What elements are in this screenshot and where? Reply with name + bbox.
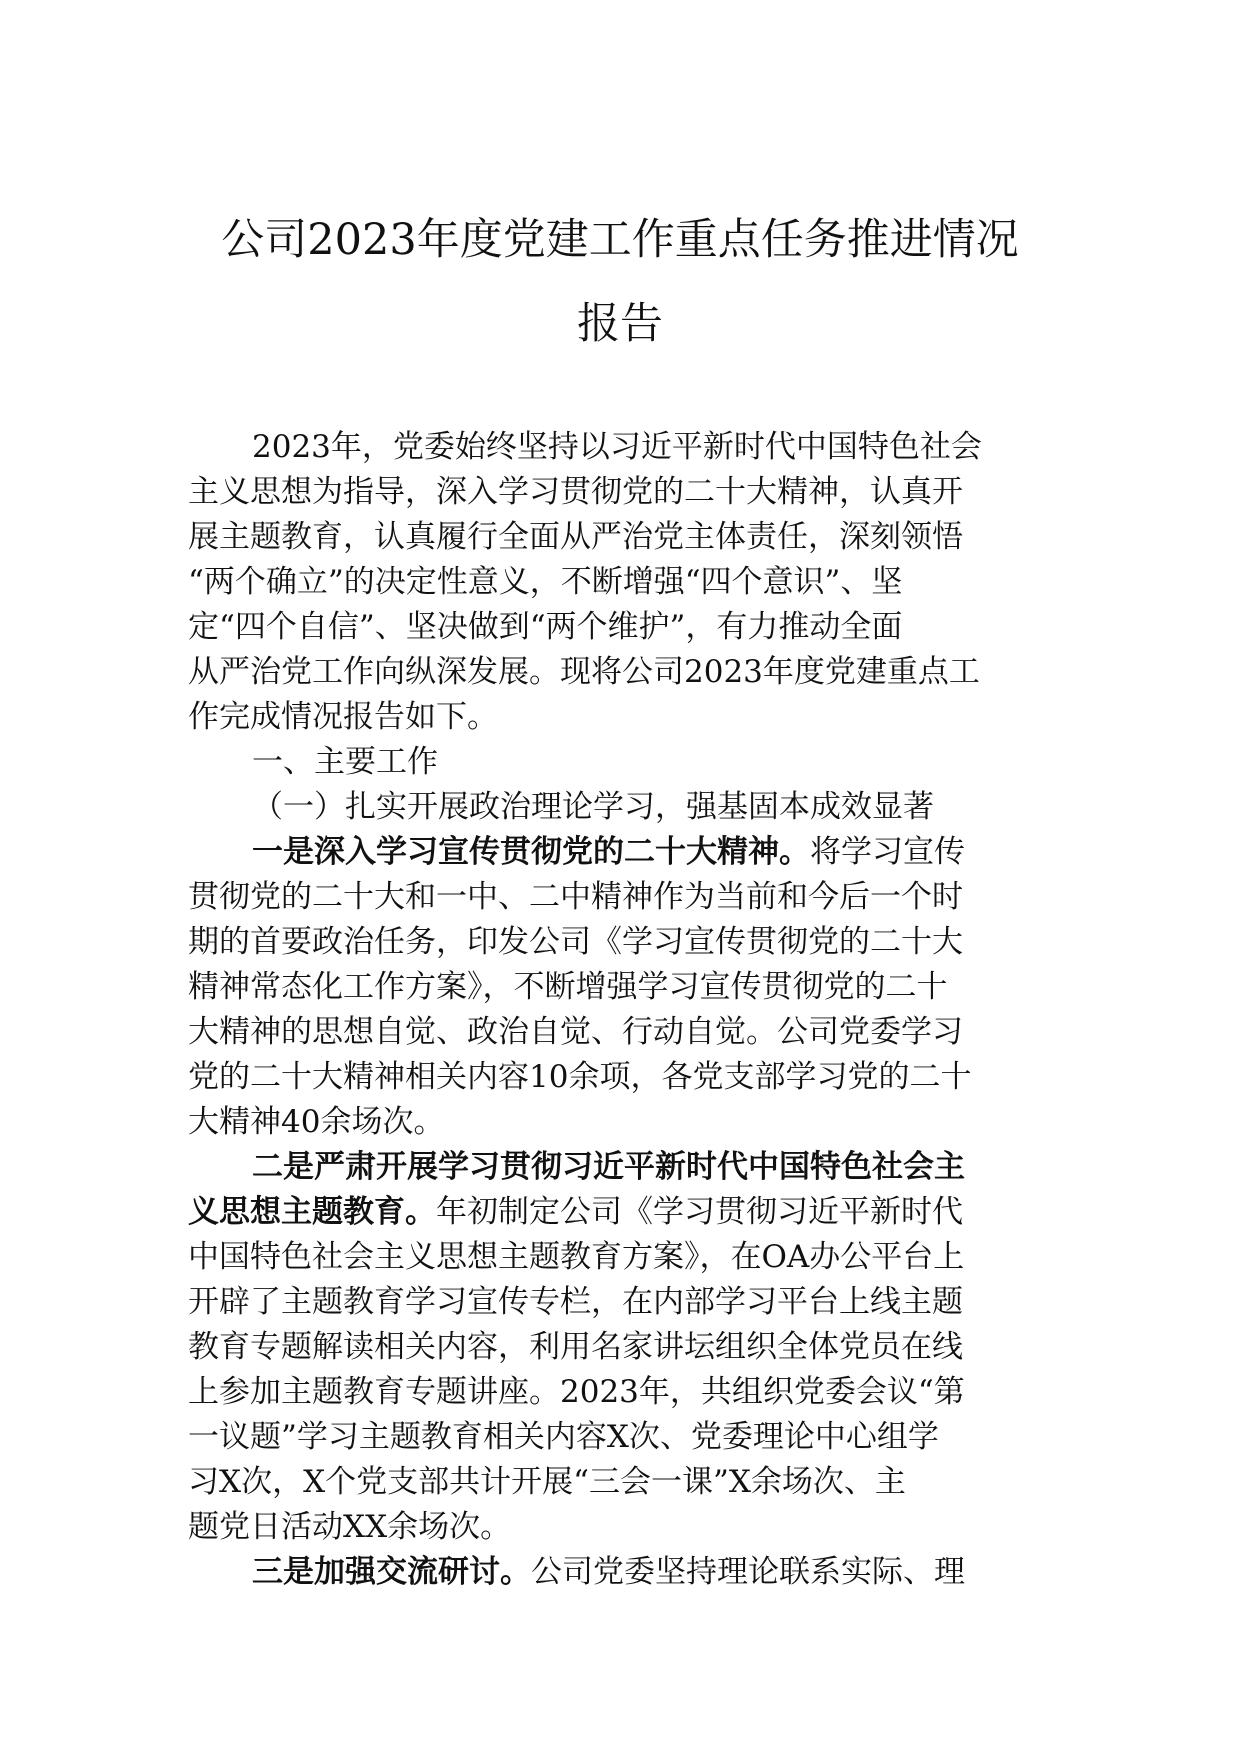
- paragraph-line: 2023年，党委始终坚持以习近平新时代中国特色社会: [252, 429, 982, 465]
- item-two-line: [188, 1190, 1052, 1235]
- paragraph-line: 上参加主题教育专题讲座。2023年，共组织党委会议“第: [188, 1374, 965, 1410]
- paragraph-line: 贯彻党的二十大和一中、二中精神作为当前和今后一个时: [188, 879, 963, 915]
- paragraph-line: 题党日活动XX余场次。: [188, 1509, 512, 1545]
- item-two-heading-line-2: 义思想主题教育。: [188, 1194, 436, 1230]
- document-title: [170, 198, 1070, 366]
- paragraph-line: 开辟了主题教育学习宣传专栏，在内部学习平台上线主题: [188, 1284, 963, 1320]
- document-title-line-1: 公司2023年度党建工作重点任务推进情况: [221, 215, 1019, 265]
- paragraph-line: 精神常态化工作方案》，不断增强学习宣传贯彻党的二十: [188, 969, 948, 1005]
- paragraph-line: 大精神40余场次。: [188, 1104, 445, 1140]
- item-one-heading: 一是深入学习宣传贯彻党的二十大精神。: [252, 834, 810, 870]
- paragraph-line: 定“四个自信”、坚决做到“两个维护”，有力推动全面: [188, 609, 903, 645]
- item-one-text: 将学习宣传: [810, 834, 965, 870]
- paragraph-line: 作完成情况报告如下。: [188, 699, 498, 735]
- subsection-heading: （一）扎实开展政治理论学习，强基固本成效显著: [252, 789, 934, 825]
- paragraph-line: 一议题”学习主题教育相关内容X次、党委理论中心组学: [188, 1419, 939, 1455]
- paragraph-line: 主义思想为指导，深入学习贯彻党的二十大精神，认真开: [188, 474, 963, 510]
- paragraph-line: “两个确立”的决定性意义，不断增强“四个意识”、坚: [188, 564, 903, 600]
- item-three-line: [188, 1550, 1052, 1595]
- paragraph-line: 党的二十大精神相关内容10余项，各党支部学习党的二十: [188, 1059, 972, 1095]
- section-heading: 一、主要工作: [252, 744, 438, 780]
- paragraph-line: 期的首要政治任务，印发公司《学习宣传贯彻党的二十大: [188, 924, 963, 960]
- document-title-line-2: 报告: [577, 299, 663, 349]
- item-two-text: 年初制定公司《学习贯彻习近平新时代: [436, 1194, 963, 1230]
- paragraph-line: 展主题教育，认真履行全面从严治党主体责任，深刻领悟: [188, 519, 963, 555]
- paragraph-line: 中国特色社会主义思想主题教育方案》，在OA办公平台上: [188, 1239, 965, 1275]
- paragraph-line: 从严治党工作向纵深发展。现将公司2023年度党建重点工: [188, 654, 980, 690]
- document-body: [188, 425, 1052, 1595]
- item-three-text: 公司党委坚持理论联系实际、理: [531, 1554, 965, 1590]
- item-one-line: [188, 830, 1052, 875]
- paragraph-line: 大精神的思想自觉、政治自觉、行动自觉。公司党委学习: [188, 1014, 963, 1050]
- item-two-heading-line-1: 二是严肃开展学习贯彻习近平新时代中国特色社会主: [252, 1149, 965, 1185]
- paragraph-line: 教育专题解读相关内容，利用名家讲坛组织全体党员在线: [188, 1329, 963, 1365]
- paragraph-line: 习X次，X个党支部共计开展“三会一课”X余场次、主: [188, 1464, 906, 1500]
- item-three-heading: 三是加强交流研讨。: [252, 1554, 531, 1590]
